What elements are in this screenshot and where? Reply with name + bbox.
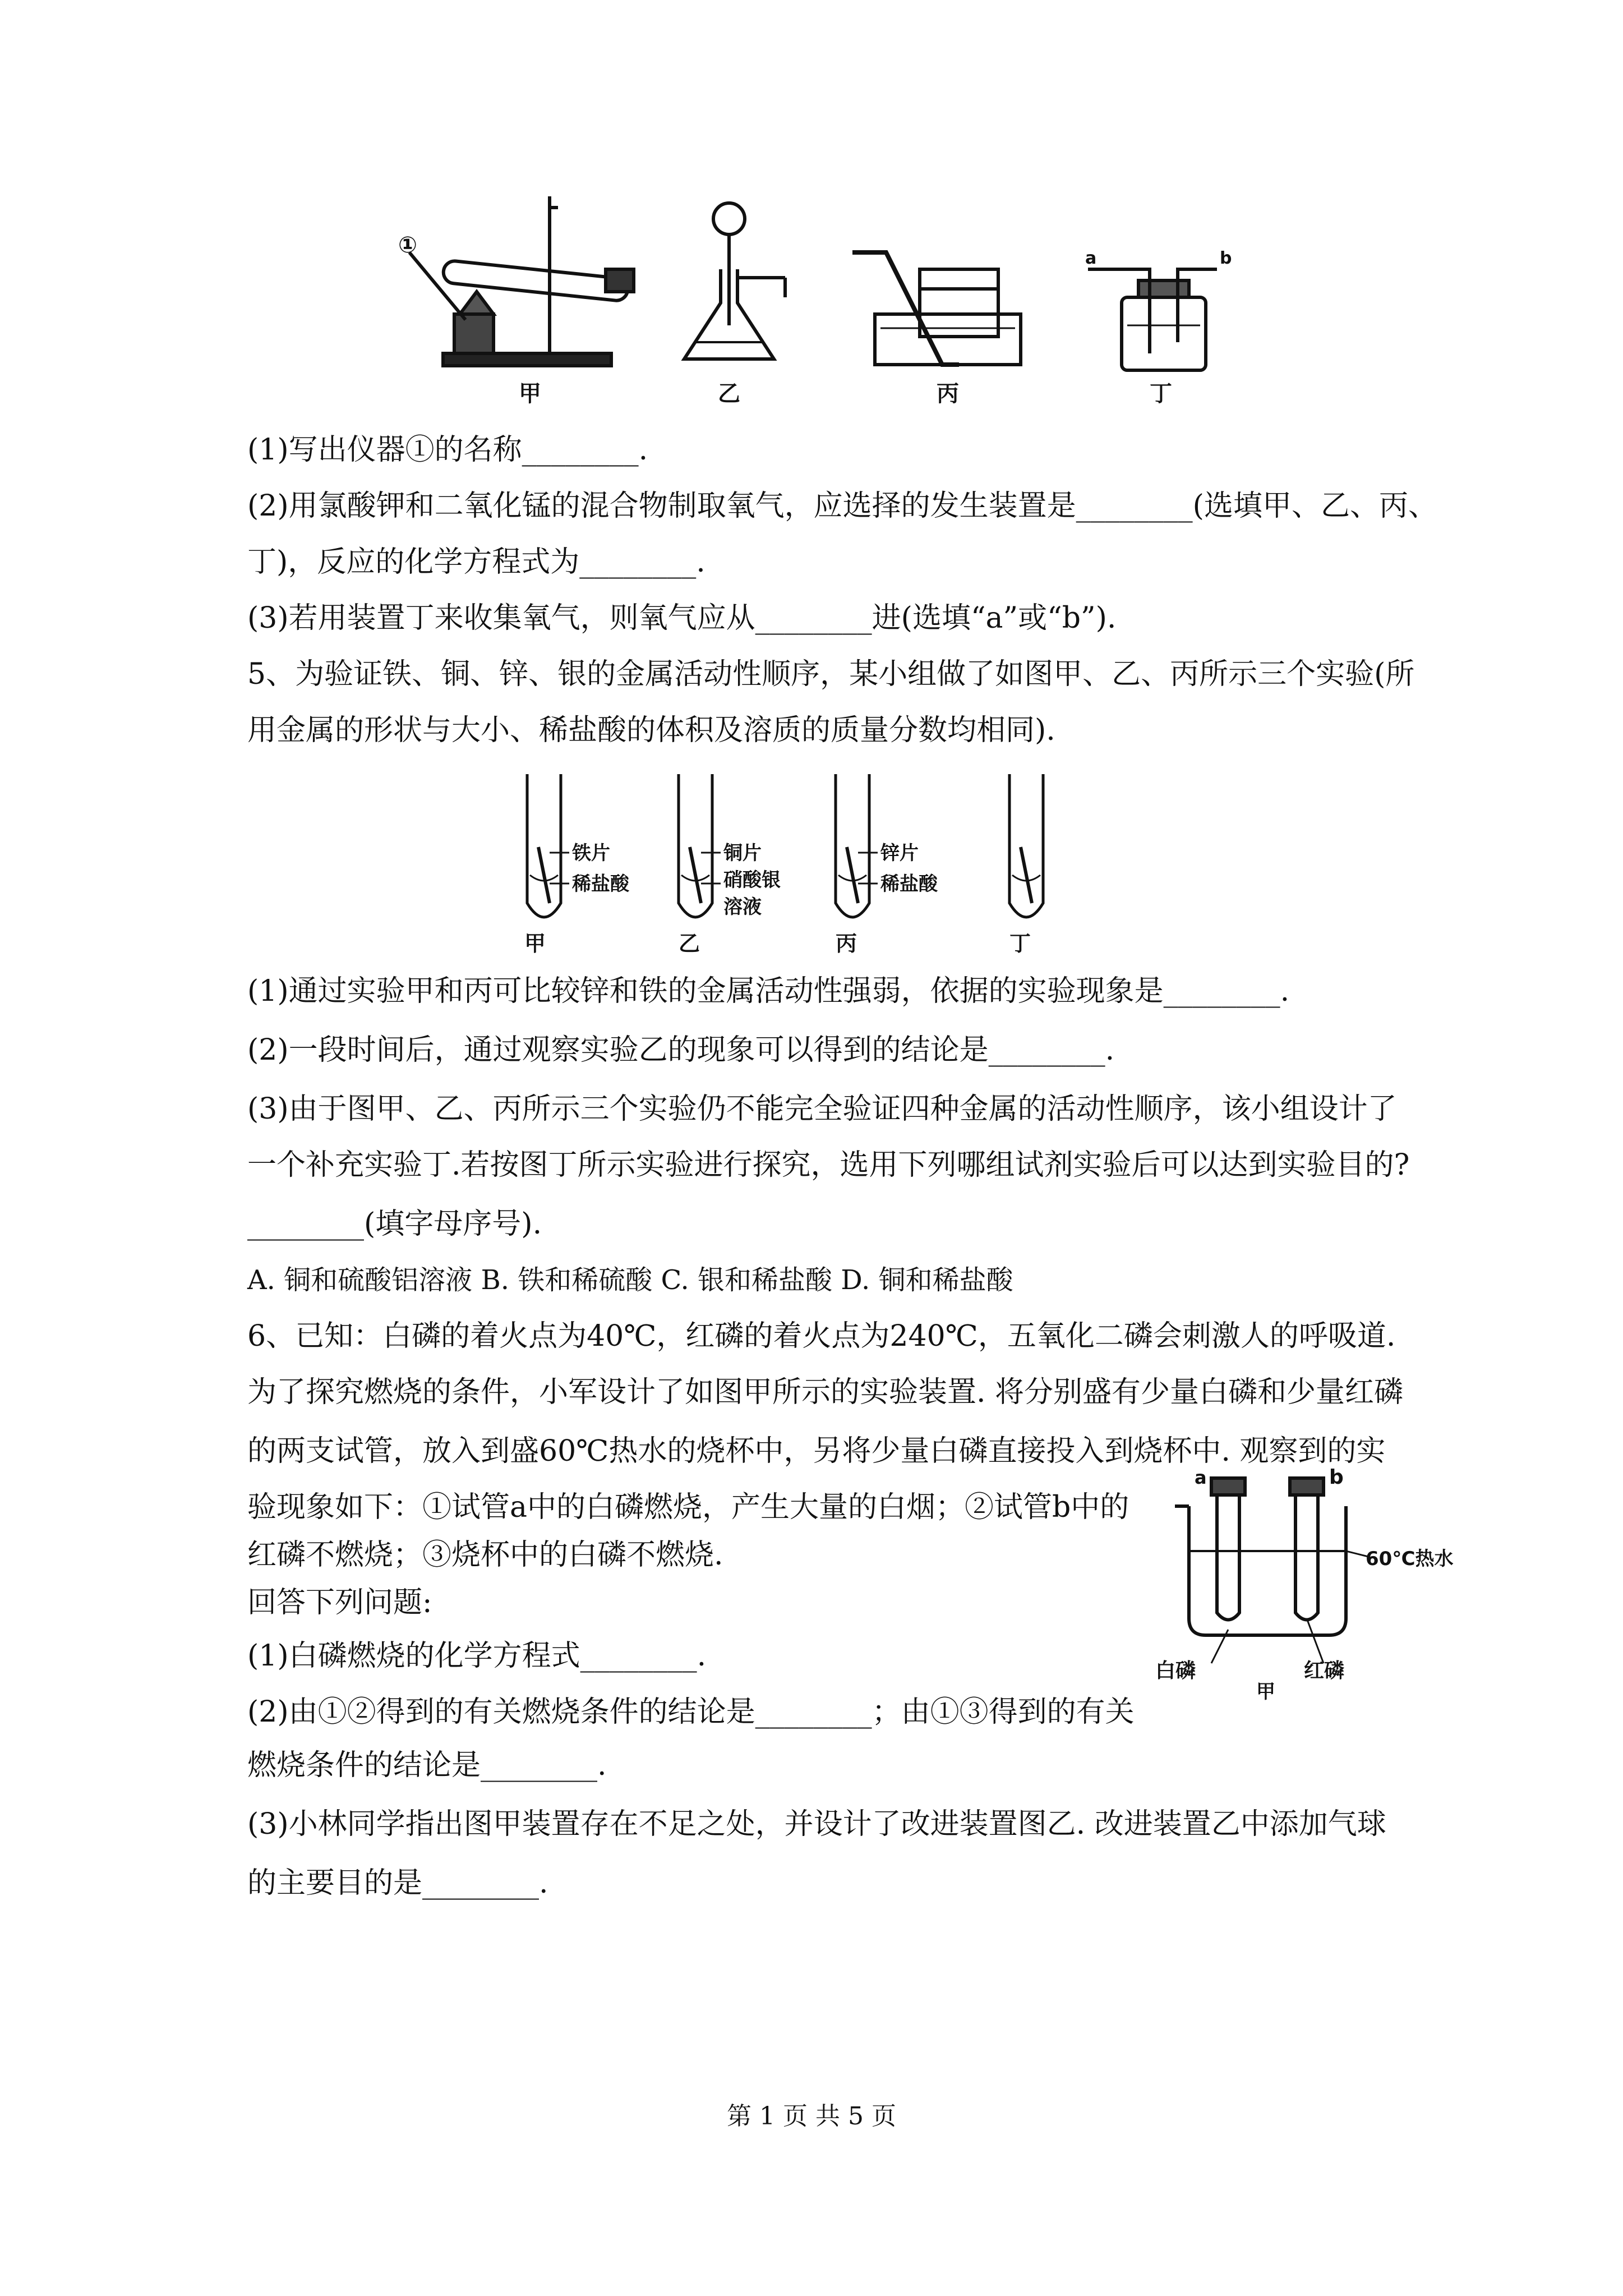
tube-yi-label-1: 铜片 bbox=[723, 842, 762, 864]
tube-yi-name: 乙 bbox=[679, 931, 700, 956]
port-b-label: b bbox=[1220, 249, 1232, 268]
apparatus-label-ding: 丁 bbox=[1150, 381, 1172, 407]
tube-yi-label-3: 溶液 bbox=[723, 896, 762, 918]
q5-part2: (2)一段时间后，通过观察实验乙的现象可以得到的结论是________. bbox=[247, 1033, 1115, 1067]
q6-line7: (1)白磷燃烧的化学方程式________. bbox=[247, 1639, 707, 1673]
apparatus-figure bbox=[393, 185, 1245, 409]
combustion-figure-name: 甲 bbox=[1256, 1681, 1275, 1703]
red-phosphorus-label: 红磷 bbox=[1304, 1659, 1345, 1682]
q5-intro-line2: 用金属的形状与大小、稀盐酸的体积及溶质的质量分数均相同). bbox=[247, 714, 1055, 747]
q6-line1: 6、已知：白磷的着火点为40℃，红磷的着火点为240℃，五氧化二磷会刺激人的呼吸道. bbox=[247, 1319, 1396, 1353]
q6-line8: (2)由①②得到的有关燃烧条件的结论是________；由①③得到的有关 bbox=[247, 1695, 1135, 1729]
test-tube-figure bbox=[505, 763, 1122, 965]
q5-part3-line3: ________(填字母序号). bbox=[247, 1207, 542, 1241]
tube-ding-name: 丁 bbox=[1009, 931, 1031, 956]
tube-yi-label-2: 硝酸银 bbox=[723, 869, 781, 891]
apparatus-label-jia: 甲 bbox=[519, 381, 541, 407]
q5-part1: (1)通过实验甲和丙可比较锌和铁的金属活动性强弱，依据的实验现象是________. bbox=[247, 974, 1290, 1008]
q6-line10: (3)小林同学指出图甲装置存在不足之处，并设计了改进装置图乙. 改进装置乙中添加气球 bbox=[247, 1807, 1386, 1841]
instrument-marker: ① bbox=[398, 232, 417, 258]
apparatus-label-yi: 乙 bbox=[718, 381, 740, 407]
tube-jia-label-2: 稀盐酸 bbox=[572, 873, 629, 895]
q6-line3: 的两支试管，放入到盛60℃热水的烧杯中，另将少量白磷直接投入到烧杯中. 观察到的实 bbox=[247, 1434, 1386, 1468]
tube-jia-name: 甲 bbox=[524, 931, 546, 956]
q5-options: A. 铜和硫酸铝溶液 B. 铁和稀硫酸 C. 银和稀盐酸 D. 铜和稀盐酸 bbox=[247, 1264, 1013, 1296]
tube-jia-label-1: 铁片 bbox=[572, 842, 610, 864]
hot-water-label: 60℃热水 bbox=[1366, 1548, 1454, 1570]
q6-line11: 的主要目的是________. bbox=[247, 1866, 548, 1900]
q4-part1: (1)写出仪器①的名称________. bbox=[247, 433, 648, 467]
q5-part3-line2: 一个补充实验丁.若按图丁所示实验进行探究，选用下列哪组试剂实验后可以达到实验目的? bbox=[247, 1148, 1410, 1182]
q6-line9: 燃烧条件的结论是________. bbox=[247, 1749, 607, 1782]
q4-part2-line1: (2)用氯酸钾和二氧化锰的混合物制取氧气，应选择的发生装置是________(选填甲、乙、丙、 bbox=[247, 489, 1437, 523]
tube-bing-label-2: 稀盐酸 bbox=[880, 873, 938, 895]
q6-line5: 红磷不燃烧；③烧杯中的白磷不燃烧. bbox=[247, 1538, 723, 1572]
q5-part3-line1: (3)由于图甲、乙、丙所示三个实验仍不能完全验证四种金属的活动性顺序，该小组设计了 bbox=[247, 1092, 1397, 1126]
port-a-label: a bbox=[1085, 249, 1097, 268]
tube-a-label: a bbox=[1195, 1467, 1207, 1488]
tube-b-label: b bbox=[1329, 1467, 1344, 1489]
tube-bing-label-1: 锌片 bbox=[880, 842, 919, 864]
q4-part2-line2: 丁)，反应的化学方程式为________. bbox=[247, 545, 706, 579]
apparatus-label-bing: 丙 bbox=[937, 381, 959, 407]
q5-intro-line1: 5、为验证铁、铜、锌、银的金属活动性顺序，某小组做了如图甲、乙、丙所示三个实验(所 bbox=[247, 657, 1415, 691]
page-footer: 第 1 页 共 5 页 bbox=[727, 2102, 896, 2131]
combustion-figure bbox=[1144, 1467, 1481, 1703]
tube-bing-name: 丙 bbox=[836, 931, 857, 956]
q4-part3: (3)若用装置丁来收集氧气，则氧气应从________进(选填“a”或“b”). bbox=[247, 601, 1117, 635]
q6-line2: 为了探究燃烧的条件，小军设计了如图甲所示的实验装置. 将分别盛有少量白磷和少量红磷 bbox=[247, 1375, 1404, 1409]
q6-line4: 验现象如下：①试管a中的白磷燃烧，产生大量的白烟；②试管b中的 bbox=[247, 1490, 1129, 1524]
q6-line6: 回答下列问题: bbox=[247, 1586, 432, 1619]
white-phosphorus-label: 白磷 bbox=[1155, 1659, 1196, 1682]
